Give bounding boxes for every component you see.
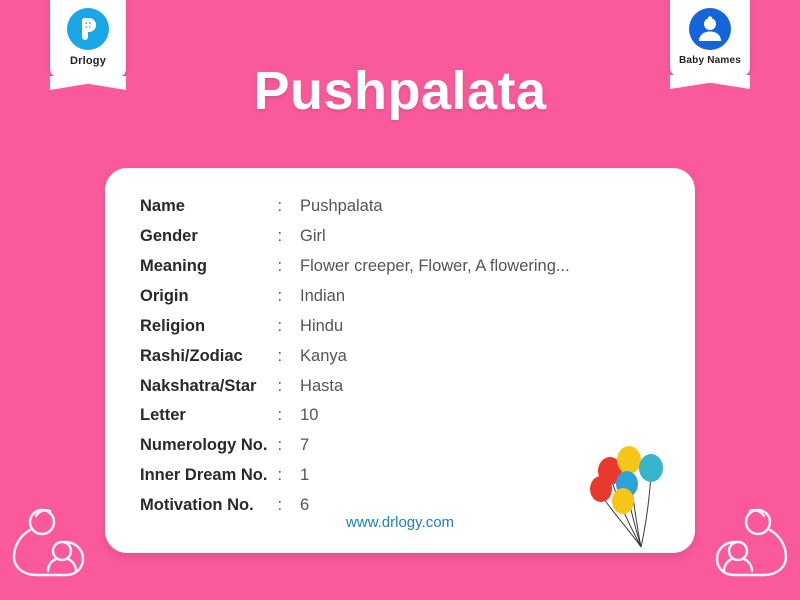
detail-value: 6 — [300, 496, 310, 515]
balloons-icon — [579, 443, 689, 553]
detail-separator: : — [277, 376, 283, 395]
detail-value: 1 — [300, 466, 310, 485]
detail-value: Kanya — [300, 346, 347, 365]
detail-value: Indian — [300, 286, 346, 305]
detail-label: Gender — [140, 226, 198, 245]
table-row — [140, 342, 570, 372]
detail-label: Origin — [140, 286, 189, 305]
detail-separator: : — [277, 496, 283, 515]
detail-value: Hindu — [300, 316, 344, 335]
detail-value: 7 — [300, 436, 310, 455]
table-row — [140, 431, 570, 461]
detail-separator: : — [277, 316, 283, 335]
detail-label: Religion — [140, 316, 206, 335]
detail-separator: : — [277, 436, 283, 455]
drlogy-badge-label: Drlogy — [69, 55, 107, 67]
detail-separator: : — [277, 226, 283, 245]
detail-label: Letter — [140, 406, 186, 425]
detail-value: Pushpalata — [300, 197, 383, 215]
mother-baby-icon — [698, 496, 794, 592]
detail-separator: : — [277, 466, 283, 485]
detail-separator: : — [277, 197, 283, 215]
table-row — [140, 282, 570, 312]
detail-value: Girl — [300, 226, 326, 245]
detail-value: 10 — [300, 406, 319, 425]
detail-value: Hasta — [300, 376, 344, 395]
table-row — [140, 372, 570, 402]
table-row — [140, 222, 570, 252]
table-row — [140, 192, 570, 222]
website-url[interactable]: www.drlogy.com — [345, 514, 455, 531]
table-row — [140, 461, 570, 491]
detail-separator: : — [277, 256, 283, 275]
baby-names-badge-label: Baby Names — [678, 55, 742, 66]
drlogy-logo-icon — [67, 8, 109, 50]
details-table — [140, 192, 570, 521]
detail-label: Motivation No. — [140, 496, 254, 515]
page-title: Pushpalata — [253, 61, 547, 121]
table-row — [140, 252, 570, 282]
detail-label: Meaning — [140, 256, 207, 275]
detail-separator: : — [277, 406, 283, 425]
detail-value: Flower creeper, Flower, A flowering... — [300, 256, 570, 275]
detail-label: Inner Dream No. — [140, 466, 268, 485]
baby-avatar-icon — [689, 8, 731, 50]
detail-label: Rashi/Zodiac — [140, 346, 243, 365]
table-row — [140, 401, 570, 431]
detail-label: Name — [140, 197, 185, 215]
name-details-card — [105, 168, 695, 553]
detail-separator: : — [277, 286, 283, 305]
mother-baby-icon — [6, 496, 102, 592]
detail-label: Nakshatra/Star — [140, 376, 257, 395]
table-row — [140, 312, 570, 342]
detail-separator: : — [277, 346, 283, 365]
detail-label: Numerology No. — [140, 436, 268, 455]
